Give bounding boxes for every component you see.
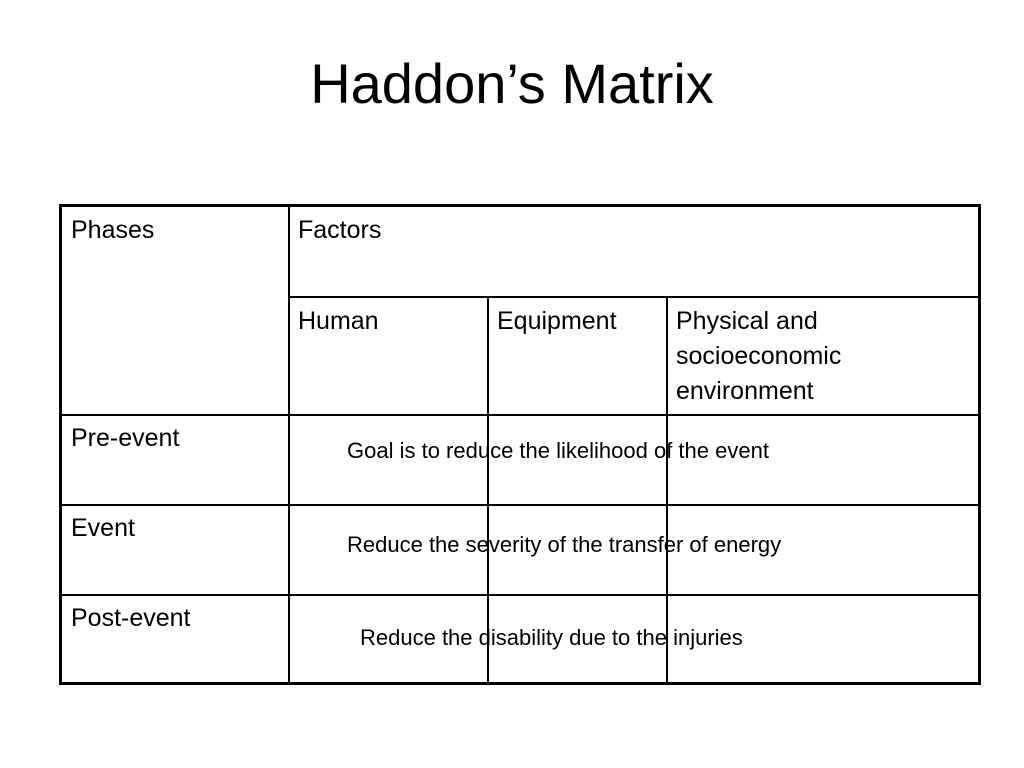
goal-post-event: Reduce the disability due to the injuries [360,625,743,650]
phase-post-event: Post-event [71,604,191,632]
factor-column-human: Human [298,307,379,335]
grid-line-event-bottom [62,594,978,596]
slide-title: Haddon’s Matrix [310,52,714,115]
phase-event: Event [71,514,135,542]
grid-line-phases-divider [288,207,290,682]
phase-pre-event: Pre-event [71,424,180,452]
factors-header: Factors [298,216,382,244]
factor-column-environment-line-3: environment [676,377,814,405]
goal-pre-event: Goal is to reduce the likelihood of the event [347,438,769,463]
factor-column-environment-line-2: socioeconomic [676,342,842,370]
grid-line-pre-event-bottom [62,504,978,506]
goal-event: Reduce the severity of the transfer of energy [347,532,782,557]
phases-header: Phases [71,216,155,244]
factor-column-equipment: Equipment [497,307,617,335]
haddon-matrix-table [59,204,981,685]
grid-line-header-bottom [62,414,978,416]
grid-line-factors-header [288,296,978,298]
factor-column-environment-line-1: Physical and [676,307,818,335]
